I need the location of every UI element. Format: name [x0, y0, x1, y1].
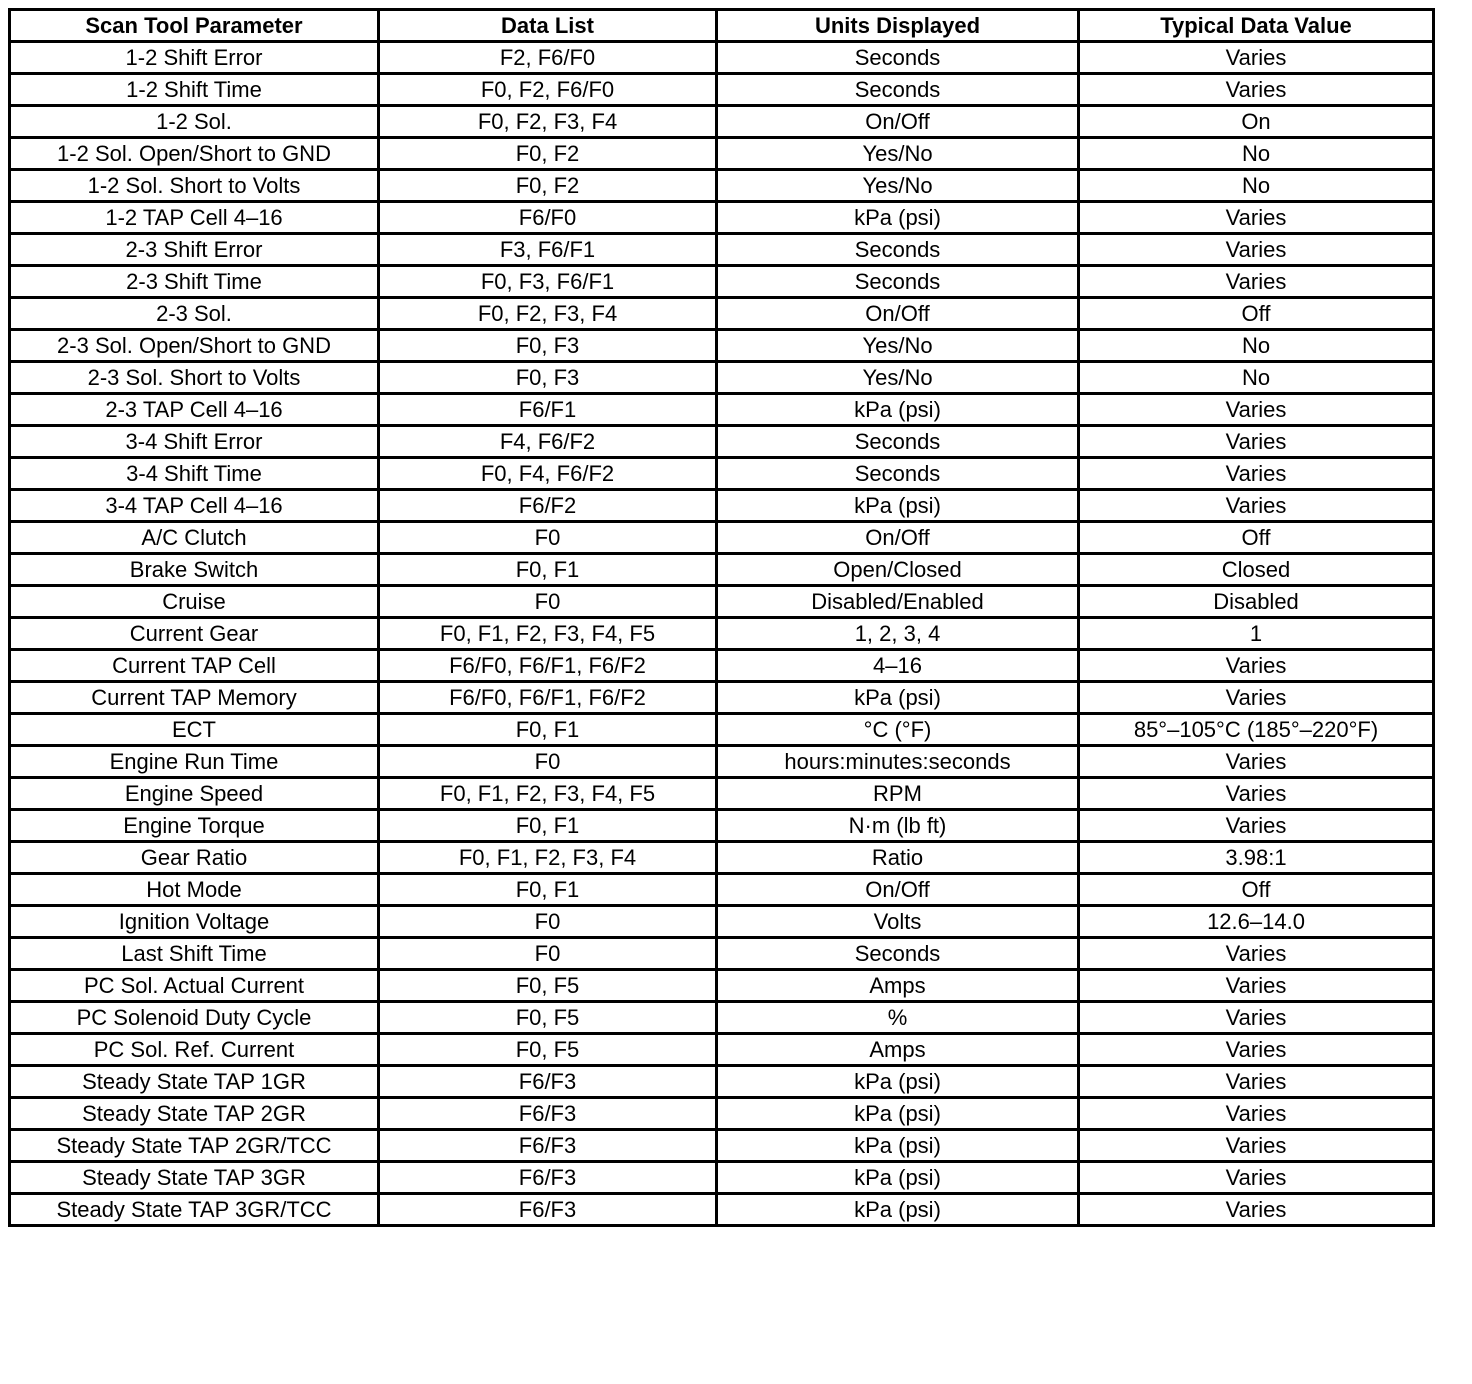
cell-units: Amps	[717, 970, 1079, 1002]
cell-typical-value: Varies	[1079, 74, 1434, 106]
cell-data-list: F4, F6/F2	[379, 426, 717, 458]
cell-typical-value: Varies	[1079, 1034, 1434, 1066]
cell-parameter: 1-2 Sol.	[10, 106, 379, 138]
cell-parameter: 3-4 Shift Time	[10, 458, 379, 490]
cell-data-list: F0, F1	[379, 874, 717, 906]
cell-typical-value: Varies	[1079, 682, 1434, 714]
cell-data-list: F6/F3	[379, 1098, 717, 1130]
cell-units: On/Off	[717, 298, 1079, 330]
cell-parameter: 1-2 Shift Error	[10, 42, 379, 74]
cell-units: Seconds	[717, 458, 1079, 490]
cell-data-list: F6/F0, F6/F1, F6/F2	[379, 650, 717, 682]
table-row	[10, 1002, 1434, 1034]
cell-parameter: Steady State TAP 1GR	[10, 1066, 379, 1098]
table-row	[10, 1034, 1434, 1066]
cell-units: kPa (psi)	[717, 1098, 1079, 1130]
cell-typical-value: No	[1079, 362, 1434, 394]
table-body	[10, 42, 1434, 1226]
cell-typical-value: Varies	[1079, 1162, 1434, 1194]
cell-units: kPa (psi)	[717, 1066, 1079, 1098]
table-row	[10, 1162, 1434, 1194]
cell-typical-value: No	[1079, 138, 1434, 170]
cell-parameter: 2-3 Sol. Open/Short to GND	[10, 330, 379, 362]
cell-units: On/Off	[717, 106, 1079, 138]
table-row	[10, 1098, 1434, 1130]
cell-data-list: F0, F2, F6/F0	[379, 74, 717, 106]
table-row	[10, 42, 1434, 74]
cell-typical-value: Varies	[1079, 746, 1434, 778]
cell-data-list: F0, F3	[379, 362, 717, 394]
cell-data-list: F6/F3	[379, 1066, 717, 1098]
table-row	[10, 362, 1434, 394]
cell-units: On/Off	[717, 522, 1079, 554]
cell-parameter: 1-2 Sol. Open/Short to GND	[10, 138, 379, 170]
cell-units: hours:minutes:seconds	[717, 746, 1079, 778]
cell-parameter: Steady State TAP 3GR	[10, 1162, 379, 1194]
cell-parameter: Steady State TAP 2GR/TCC	[10, 1130, 379, 1162]
cell-data-list: F0, F4, F6/F2	[379, 458, 717, 490]
table-row	[10, 1130, 1434, 1162]
cell-data-list: F0, F1, F2, F3, F4	[379, 842, 717, 874]
cell-parameter: Steady State TAP 3GR/TCC	[10, 1194, 379, 1226]
cell-typical-value: Varies	[1079, 266, 1434, 298]
cell-units: 4–16	[717, 650, 1079, 682]
cell-data-list: F0, F2, F3, F4	[379, 298, 717, 330]
cell-units: RPM	[717, 778, 1079, 810]
cell-parameter: PC Sol. Actual Current	[10, 970, 379, 1002]
cell-parameter: ECT	[10, 714, 379, 746]
cell-units: kPa (psi)	[717, 1194, 1079, 1226]
table-row	[10, 138, 1434, 170]
table-row	[10, 298, 1434, 330]
table-row	[10, 938, 1434, 970]
cell-units: °C (°F)	[717, 714, 1079, 746]
cell-units: N·m (lb ft)	[717, 810, 1079, 842]
cell-parameter: A/C Clutch	[10, 522, 379, 554]
cell-parameter: Gear Ratio	[10, 842, 379, 874]
cell-units: Yes/No	[717, 170, 1079, 202]
cell-parameter: Brake Switch	[10, 554, 379, 586]
cell-typical-value: Varies	[1079, 1194, 1434, 1226]
cell-data-list: F6/F0	[379, 202, 717, 234]
table-row	[10, 202, 1434, 234]
cell-units: Disabled/Enabled	[717, 586, 1079, 618]
cell-units: kPa (psi)	[717, 1162, 1079, 1194]
table-row	[10, 266, 1434, 298]
cell-parameter: Ignition Voltage	[10, 906, 379, 938]
header-row	[10, 10, 1434, 42]
table-row	[10, 106, 1434, 138]
cell-typical-value: Closed	[1079, 554, 1434, 586]
table-row	[10, 554, 1434, 586]
cell-parameter: Current TAP Cell	[10, 650, 379, 682]
cell-typical-value: Varies	[1079, 426, 1434, 458]
cell-data-list: F0, F2, F3, F4	[379, 106, 717, 138]
table-row	[10, 74, 1434, 106]
cell-data-list: F0	[379, 746, 717, 778]
cell-typical-value: Varies	[1079, 938, 1434, 970]
cell-parameter: Hot Mode	[10, 874, 379, 906]
cell-units: Amps	[717, 1034, 1079, 1066]
cell-parameter: 2-3 Sol. Short to Volts	[10, 362, 379, 394]
cell-typical-value: No	[1079, 330, 1434, 362]
table-row	[10, 1066, 1434, 1098]
table-row	[10, 170, 1434, 202]
cell-parameter: 2-3 Sol.	[10, 298, 379, 330]
cell-parameter: Last Shift Time	[10, 938, 379, 970]
cell-typical-value: Varies	[1079, 970, 1434, 1002]
table-header	[10, 10, 1434, 42]
table-row	[10, 746, 1434, 778]
table-row	[10, 906, 1434, 938]
cell-parameter: 3-4 Shift Error	[10, 426, 379, 458]
cell-units: %	[717, 1002, 1079, 1034]
cell-parameter: 1-2 TAP Cell 4–16	[10, 202, 379, 234]
table-row	[10, 490, 1434, 522]
cell-typical-value: Varies	[1079, 234, 1434, 266]
cell-data-list: F0, F1	[379, 554, 717, 586]
table-row	[10, 714, 1434, 746]
cell-typical-value: Disabled	[1079, 586, 1434, 618]
cell-parameter: 2-3 Shift Time	[10, 266, 379, 298]
table-row	[10, 394, 1434, 426]
cell-parameter: Engine Speed	[10, 778, 379, 810]
cell-data-list: F0, F1	[379, 714, 717, 746]
cell-typical-value: No	[1079, 170, 1434, 202]
table-row	[10, 842, 1434, 874]
cell-parameter: Cruise	[10, 586, 379, 618]
cell-typical-value: 12.6–14.0	[1079, 906, 1434, 938]
cell-parameter: 1-2 Sol. Short to Volts	[10, 170, 379, 202]
cell-typical-value: On	[1079, 106, 1434, 138]
cell-typical-value: Varies	[1079, 810, 1434, 842]
cell-typical-value: Varies	[1079, 1098, 1434, 1130]
table-row	[10, 458, 1434, 490]
table-row	[10, 874, 1434, 906]
cell-parameter: PC Solenoid Duty Cycle	[10, 1002, 379, 1034]
cell-parameter: PC Sol. Ref. Current	[10, 1034, 379, 1066]
cell-typical-value: Varies	[1079, 1066, 1434, 1098]
cell-typical-value: 1	[1079, 618, 1434, 650]
cell-data-list: F0, F1, F2, F3, F4, F5	[379, 778, 717, 810]
cell-data-list: F6/F2	[379, 490, 717, 522]
cell-units: Seconds	[717, 266, 1079, 298]
cell-parameter: 1-2 Shift Time	[10, 74, 379, 106]
cell-parameter: Engine Run Time	[10, 746, 379, 778]
cell-typical-value: Varies	[1079, 458, 1434, 490]
cell-units: Seconds	[717, 426, 1079, 458]
cell-units: 1, 2, 3, 4	[717, 618, 1079, 650]
cell-data-list: F0, F3	[379, 330, 717, 362]
cell-data-list: F2, F6/F0	[379, 42, 717, 74]
cell-units: Seconds	[717, 938, 1079, 970]
cell-data-list: F0, F2	[379, 170, 717, 202]
cell-typical-value: Varies	[1079, 394, 1434, 426]
cell-data-list: F3, F6/F1	[379, 234, 717, 266]
table-row	[10, 522, 1434, 554]
cell-data-list: F0, F3, F6/F1	[379, 266, 717, 298]
table-row	[10, 586, 1434, 618]
cell-units: Yes/No	[717, 362, 1079, 394]
table-row	[10, 426, 1434, 458]
cell-data-list: F6/F1	[379, 394, 717, 426]
table-row	[10, 682, 1434, 714]
cell-typical-value: Off	[1079, 522, 1434, 554]
cell-data-list: F0, F5	[379, 1034, 717, 1066]
cell-units: On/Off	[717, 874, 1079, 906]
table-row	[10, 234, 1434, 266]
cell-units: kPa (psi)	[717, 682, 1079, 714]
cell-data-list: F0	[379, 906, 717, 938]
cell-units: kPa (psi)	[717, 202, 1079, 234]
cell-data-list: F6/F0, F6/F1, F6/F2	[379, 682, 717, 714]
column-header-typical-value: Typical Data Value	[1079, 10, 1434, 42]
cell-units: Volts	[717, 906, 1079, 938]
cell-data-list: F6/F3	[379, 1130, 717, 1162]
table-row	[10, 330, 1434, 362]
cell-typical-value: 85°–105°C (185°–220°F)	[1079, 714, 1434, 746]
cell-units: Seconds	[717, 234, 1079, 266]
cell-data-list: F0	[379, 586, 717, 618]
cell-units: Ratio	[717, 842, 1079, 874]
cell-units: Yes/No	[717, 330, 1079, 362]
cell-data-list: F6/F3	[379, 1194, 717, 1226]
cell-units: Seconds	[717, 74, 1079, 106]
cell-data-list: F0, F5	[379, 1002, 717, 1034]
cell-typical-value: Varies	[1079, 1002, 1434, 1034]
scan-tool-data-table	[8, 8, 1435, 1227]
cell-typical-value: Varies	[1079, 778, 1434, 810]
cell-parameter: Current TAP Memory	[10, 682, 379, 714]
cell-typical-value: 3.98:1	[1079, 842, 1434, 874]
table-row	[10, 650, 1434, 682]
table-row	[10, 970, 1434, 1002]
cell-data-list: F0, F1	[379, 810, 717, 842]
column-header-parameter: Scan Tool Parameter	[10, 10, 379, 42]
cell-typical-value: Off	[1079, 874, 1434, 906]
cell-units: Open/Closed	[717, 554, 1079, 586]
cell-parameter: 2-3 Shift Error	[10, 234, 379, 266]
table-row	[10, 1194, 1434, 1226]
cell-data-list: F0, F2	[379, 138, 717, 170]
cell-data-list: F0, F1, F2, F3, F4, F5	[379, 618, 717, 650]
cell-units: Seconds	[717, 42, 1079, 74]
cell-data-list: F0, F5	[379, 970, 717, 1002]
cell-units: kPa (psi)	[717, 394, 1079, 426]
column-header-data-list: Data List	[379, 10, 717, 42]
table-row	[10, 810, 1434, 842]
cell-units: kPa (psi)	[717, 1130, 1079, 1162]
table-row	[10, 778, 1434, 810]
cell-parameter: 3-4 TAP Cell 4–16	[10, 490, 379, 522]
cell-typical-value: Varies	[1079, 490, 1434, 522]
cell-units: Yes/No	[717, 138, 1079, 170]
cell-typical-value: Off	[1079, 298, 1434, 330]
table-row	[10, 618, 1434, 650]
cell-parameter: Steady State TAP 2GR	[10, 1098, 379, 1130]
cell-typical-value: Varies	[1079, 42, 1434, 74]
cell-data-list: F0	[379, 522, 717, 554]
cell-typical-value: Varies	[1079, 1130, 1434, 1162]
cell-parameter: Current Gear	[10, 618, 379, 650]
cell-data-list: F0	[379, 938, 717, 970]
cell-parameter: 2-3 TAP Cell 4–16	[10, 394, 379, 426]
cell-parameter: Engine Torque	[10, 810, 379, 842]
cell-typical-value: Varies	[1079, 202, 1434, 234]
cell-units: kPa (psi)	[717, 490, 1079, 522]
cell-data-list: F6/F3	[379, 1162, 717, 1194]
cell-typical-value: Varies	[1079, 650, 1434, 682]
column-header-units: Units Displayed	[717, 10, 1079, 42]
